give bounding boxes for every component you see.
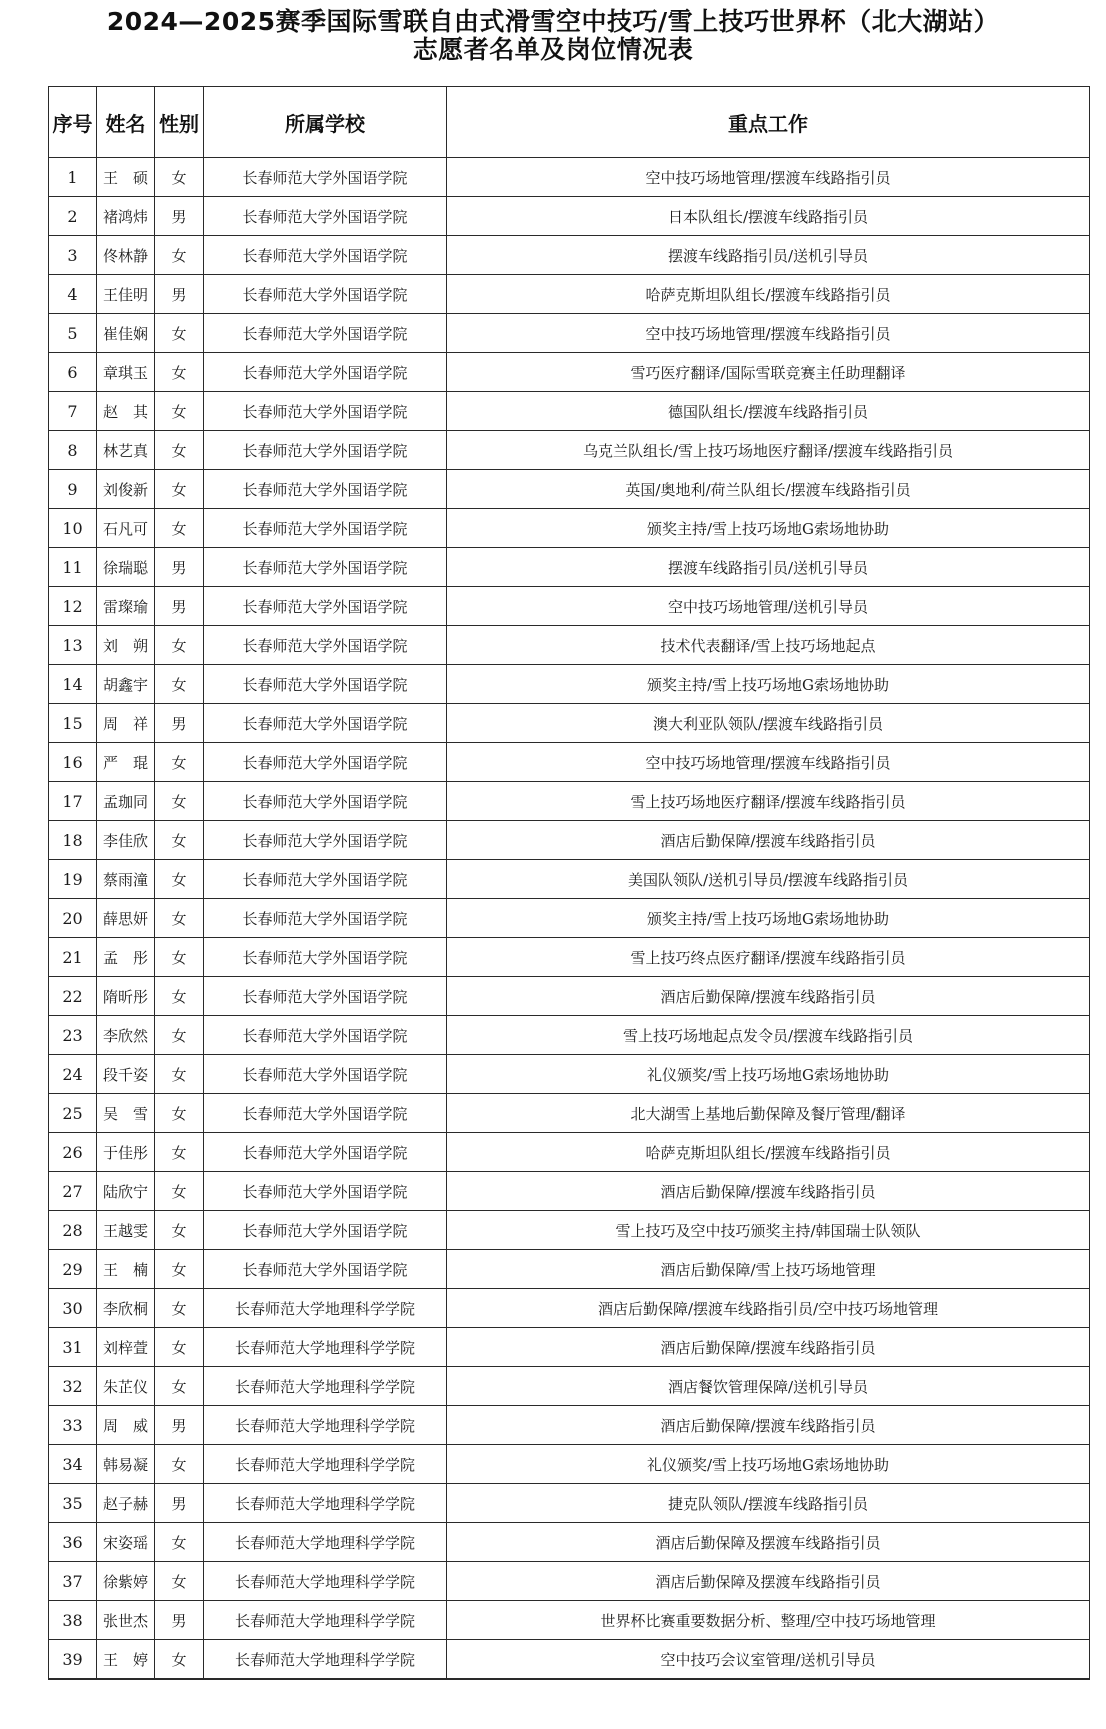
volunteer-gender: 女 [155, 1211, 204, 1250]
volunteer-school: 长春师范大学外国语学院 [204, 197, 447, 236]
table-row [49, 509, 1090, 548]
volunteer-gender: 女 [155, 431, 204, 470]
row-number: 34 [49, 1445, 97, 1484]
volunteer-gender: 女 [155, 1367, 204, 1406]
volunteer-gender: 女 [155, 665, 204, 704]
document-title-line1: 2024—2025赛季国际雪联自由式滑雪空中技巧/雪上技巧世界杯（北大湖站） [106, 7, 1000, 36]
volunteer-duty: 雪上技巧及空中技巧颁奖主持/韩国瑞士队领队 [447, 1211, 1090, 1250]
volunteer-duty: 酒店后勤保障/摆渡车线路指引员 [447, 1172, 1090, 1211]
volunteer-duty: 日本队组长/摆渡车线路指引员 [447, 197, 1090, 236]
row-number: 22 [49, 977, 97, 1016]
volunteer-school: 长春师范大学外国语学院 [204, 626, 447, 665]
table-header-row [49, 87, 1090, 158]
volunteer-name: 佟林静 [97, 236, 155, 275]
volunteer-duty: 摆渡车线路指引员/送机引导员 [447, 548, 1090, 587]
volunteer-duty: 空中技巧场地管理/摆渡车线路指引员 [447, 158, 1090, 197]
volunteer-gender: 女 [155, 509, 204, 548]
table-row [49, 626, 1090, 665]
row-number: 8 [49, 431, 97, 470]
volunteer-duty: 英国/奥地利/荷兰队组长/摆渡车线路指引员 [447, 470, 1090, 509]
volunteer-duty: 酒店后勤保障/摆渡车线路指引员/空中技巧场地管理 [447, 1289, 1090, 1328]
table-row [49, 1133, 1090, 1172]
table-row [49, 353, 1090, 392]
table-row [49, 1640, 1090, 1680]
volunteer-gender: 女 [155, 236, 204, 275]
volunteer-school: 长春师范大学外国语学院 [204, 821, 447, 860]
volunteer-duty: 北大湖雪上基地后勤保障及餐厅管理/翻译 [447, 1094, 1090, 1133]
volunteer-gender: 女 [155, 1445, 204, 1484]
volunteer-gender: 女 [155, 743, 204, 782]
volunteer-school: 长春师范大学外国语学院 [204, 236, 447, 275]
volunteer-name: 段千姿 [97, 1055, 155, 1094]
volunteer-school: 长春师范大学地理科学学院 [204, 1601, 447, 1640]
volunteer-school: 长春师范大学外国语学院 [204, 548, 447, 587]
volunteer-gender: 男 [155, 197, 204, 236]
header-gender: 性别 [155, 87, 204, 158]
volunteer-gender: 女 [155, 1172, 204, 1211]
volunteer-gender: 女 [155, 860, 204, 899]
row-number: 31 [49, 1328, 97, 1367]
volunteer-gender: 女 [155, 899, 204, 938]
table-row [49, 158, 1090, 197]
volunteer-duty: 哈萨克斯坦队组长/摆渡车线路指引员 [447, 1133, 1090, 1172]
volunteer-gender: 男 [155, 1601, 204, 1640]
volunteer-name: 王佳明 [97, 275, 155, 314]
table-row [49, 1172, 1090, 1211]
row-number: 15 [49, 704, 97, 743]
volunteer-duty: 德国队组长/摆渡车线路指引员 [447, 392, 1090, 431]
volunteer-gender: 女 [155, 353, 204, 392]
table-row [49, 1484, 1090, 1523]
row-number: 26 [49, 1133, 97, 1172]
row-number: 19 [49, 860, 97, 899]
volunteer-gender: 男 [155, 587, 204, 626]
row-number: 6 [49, 353, 97, 392]
volunteer-duty: 颁奖主持/雪上技巧场地G索场地协助 [447, 509, 1090, 548]
volunteer-school: 长春师范大学外国语学院 [204, 1211, 447, 1250]
row-number: 29 [49, 1250, 97, 1289]
volunteer-gender: 女 [155, 1289, 204, 1328]
table-row [49, 1562, 1090, 1601]
volunteer-school: 长春师范大学外国语学院 [204, 392, 447, 431]
table-row [49, 704, 1090, 743]
volunteer-school: 长春师范大学地理科学学院 [204, 1289, 447, 1328]
volunteer-gender: 男 [155, 704, 204, 743]
volunteer-school: 长春师范大学地理科学学院 [204, 1640, 447, 1680]
volunteer-school: 长春师范大学外国语学院 [204, 977, 447, 1016]
volunteer-gender: 女 [155, 1055, 204, 1094]
row-number: 14 [49, 665, 97, 704]
volunteer-school: 长春师范大学外国语学院 [204, 1250, 447, 1289]
volunteer-name: 石凡可 [97, 509, 155, 548]
volunteer-school: 长春师范大学外国语学院 [204, 353, 447, 392]
table-row [49, 1289, 1090, 1328]
row-number: 30 [49, 1289, 97, 1328]
row-number: 20 [49, 899, 97, 938]
volunteer-name: 刘梓萱 [97, 1328, 155, 1367]
volunteer-gender: 女 [155, 1523, 204, 1562]
volunteer-school: 长春师范大学外国语学院 [204, 275, 447, 314]
table-row [49, 1250, 1090, 1289]
volunteer-duty: 礼仪颁奖/雪上技巧场地G索场地协助 [447, 1055, 1090, 1094]
volunteer-name: 孟 彤 [97, 938, 155, 977]
volunteer-school: 长春师范大学外国语学院 [204, 782, 447, 821]
row-number: 38 [49, 1601, 97, 1640]
volunteer-name: 林艺真 [97, 431, 155, 470]
volunteer-gender: 女 [155, 314, 204, 353]
volunteer-school: 长春师范大学地理科学学院 [204, 1523, 447, 1562]
volunteer-duty: 酒店后勤保障及摆渡车线路指引员 [447, 1562, 1090, 1601]
volunteer-duty: 酒店后勤保障/雪上技巧场地管理 [447, 1250, 1090, 1289]
volunteer-name: 韩易凝 [97, 1445, 155, 1484]
volunteer-school: 长春师范大学外国语学院 [204, 1016, 447, 1055]
volunteer-name: 李欣然 [97, 1016, 155, 1055]
volunteer-name: 周 威 [97, 1406, 155, 1445]
volunteer-gender: 男 [155, 548, 204, 587]
volunteer-name: 赵 其 [97, 392, 155, 431]
volunteer-duty: 空中技巧会议室管理/送机引导员 [447, 1640, 1090, 1680]
row-number: 4 [49, 275, 97, 314]
volunteer-duty: 世界杯比赛重要数据分析、整理/空中技巧场地管理 [447, 1601, 1090, 1640]
row-number: 25 [49, 1094, 97, 1133]
volunteer-school: 长春师范大学外国语学院 [204, 431, 447, 470]
volunteer-name: 徐紫婷 [97, 1562, 155, 1601]
table-row [49, 1406, 1090, 1445]
volunteer-gender: 女 [155, 1133, 204, 1172]
volunteer-duty: 哈萨克斯坦队组长/摆渡车线路指引员 [447, 275, 1090, 314]
volunteer-school: 长春师范大学外国语学院 [204, 743, 447, 782]
volunteer-name: 严 琨 [97, 743, 155, 782]
row-number: 9 [49, 470, 97, 509]
row-number: 13 [49, 626, 97, 665]
row-number: 35 [49, 1484, 97, 1523]
table-row [49, 821, 1090, 860]
volunteer-name: 陆欣宁 [97, 1172, 155, 1211]
table-row [49, 1601, 1090, 1640]
table-row [49, 1016, 1090, 1055]
volunteer-duty: 雪上技巧场地医疗翻译/摆渡车线路指引员 [447, 782, 1090, 821]
header-no: 序号 [49, 87, 97, 158]
volunteer-school: 长春师范大学外国语学院 [204, 1172, 447, 1211]
volunteer-school: 长春师范大学地理科学学院 [204, 1562, 447, 1601]
volunteer-gender: 女 [155, 1250, 204, 1289]
row-number: 21 [49, 938, 97, 977]
document-title-line2: 志愿者名单及岗位情况表 [412, 35, 694, 64]
volunteer-gender: 女 [155, 1094, 204, 1133]
table-row [49, 1523, 1090, 1562]
volunteer-school: 长春师范大学外国语学院 [204, 587, 447, 626]
volunteer-gender: 女 [155, 938, 204, 977]
volunteer-name: 张世杰 [97, 1601, 155, 1640]
volunteer-gender: 男 [155, 275, 204, 314]
volunteer-school: 长春师范大学地理科学学院 [204, 1445, 447, 1484]
table-row [49, 1328, 1090, 1367]
row-number: 11 [49, 548, 97, 587]
volunteer-name: 王越雯 [97, 1211, 155, 1250]
volunteer-name: 王 楠 [97, 1250, 155, 1289]
volunteer-name: 雷璨瑜 [97, 587, 155, 626]
volunteer-name: 朱芷仪 [97, 1367, 155, 1406]
volunteer-school: 长春师范大学外国语学院 [204, 665, 447, 704]
volunteer-name: 胡鑫宇 [97, 665, 155, 704]
volunteer-gender: 女 [155, 782, 204, 821]
table-row [49, 665, 1090, 704]
volunteer-gender: 女 [155, 1562, 204, 1601]
row-number: 33 [49, 1406, 97, 1445]
volunteer-duty: 颁奖主持/雪上技巧场地G索场地协助 [447, 665, 1090, 704]
table-row [49, 470, 1090, 509]
table-row [49, 587, 1090, 626]
volunteer-name: 薛思妍 [97, 899, 155, 938]
volunteer-school: 长春师范大学外国语学院 [204, 314, 447, 353]
volunteer-duty: 酒店后勤保障及摆渡车线路指引员 [447, 1523, 1090, 1562]
table-row [49, 1445, 1090, 1484]
volunteer-gender: 男 [155, 1484, 204, 1523]
volunteer-school: 长春师范大学外国语学院 [204, 938, 447, 977]
volunteer-gender: 女 [155, 821, 204, 860]
volunteer-name: 刘 朔 [97, 626, 155, 665]
volunteer-duty: 空中技巧场地管理/送机引导员 [447, 587, 1090, 626]
table-row [49, 743, 1090, 782]
volunteer-name: 吴 雪 [97, 1094, 155, 1133]
header-duty: 重点工作 [447, 87, 1090, 158]
table-row [49, 548, 1090, 587]
volunteer-name: 周 祥 [97, 704, 155, 743]
volunteer-name: 蔡雨潼 [97, 860, 155, 899]
volunteer-gender: 女 [155, 470, 204, 509]
volunteer-duty: 技术代表翻译/雪上技巧场地起点 [447, 626, 1090, 665]
row-number: 3 [49, 236, 97, 275]
volunteer-school: 长春师范大学外国语学院 [204, 860, 447, 899]
row-number: 10 [49, 509, 97, 548]
volunteer-name: 宋姿瑶 [97, 1523, 155, 1562]
table-row [49, 1055, 1090, 1094]
volunteer-gender: 女 [155, 626, 204, 665]
row-number: 24 [49, 1055, 97, 1094]
volunteer-duty: 酒店后勤保障/摆渡车线路指引员 [447, 821, 1090, 860]
volunteer-duty: 空中技巧场地管理/摆渡车线路指引员 [447, 314, 1090, 353]
volunteer-duty: 酒店后勤保障/摆渡车线路指引员 [447, 1328, 1090, 1367]
row-number: 17 [49, 782, 97, 821]
volunteer-duty: 乌克兰队组长/雪上技巧场地医疗翻译/摆渡车线路指引员 [447, 431, 1090, 470]
row-number: 5 [49, 314, 97, 353]
volunteer-name: 王 硕 [97, 158, 155, 197]
table-row [49, 860, 1090, 899]
volunteer-duty: 摆渡车线路指引员/送机引导员 [447, 236, 1090, 275]
volunteer-school: 长春师范大学外国语学院 [204, 1133, 447, 1172]
volunteer-duty: 颁奖主持/雪上技巧场地G索场地协助 [447, 899, 1090, 938]
row-number: 23 [49, 1016, 97, 1055]
volunteer-duty: 礼仪颁奖/雪上技巧场地G索场地协助 [447, 1445, 1090, 1484]
volunteer-gender: 女 [155, 158, 204, 197]
volunteer-school: 长春师范大学外国语学院 [204, 1055, 447, 1094]
volunteer-name: 章琪玉 [97, 353, 155, 392]
table-row [49, 1211, 1090, 1250]
row-number: 27 [49, 1172, 97, 1211]
volunteer-gender: 女 [155, 1640, 204, 1680]
volunteer-duty: 酒店后勤保障/摆渡车线路指引员 [447, 977, 1090, 1016]
volunteer-name: 徐瑞聪 [97, 548, 155, 587]
volunteer-name: 王 婷 [97, 1640, 155, 1680]
table-row [49, 197, 1090, 236]
volunteer-duty: 雪上技巧场地起点发令员/摆渡车线路指引员 [447, 1016, 1090, 1055]
table-row [49, 899, 1090, 938]
volunteer-name: 隋昕彤 [97, 977, 155, 1016]
volunteer-school: 长春师范大学地理科学学院 [204, 1406, 447, 1445]
volunteer-gender: 男 [155, 1406, 204, 1445]
volunteer-name: 李欣桐 [97, 1289, 155, 1328]
row-number: 37 [49, 1562, 97, 1601]
volunteer-gender: 女 [155, 977, 204, 1016]
volunteer-duty: 捷克队领队/摆渡车线路指引员 [447, 1484, 1090, 1523]
row-number: 18 [49, 821, 97, 860]
row-number: 1 [49, 158, 97, 197]
volunteer-school: 长春师范大学地理科学学院 [204, 1484, 447, 1523]
table-row [49, 977, 1090, 1016]
table-row [49, 314, 1090, 353]
volunteer-duty: 美国队领队/送机引导员/摆渡车线路指引员 [447, 860, 1090, 899]
volunteer-table [48, 86, 1090, 1680]
volunteer-school: 长春师范大学地理科学学院 [204, 1367, 447, 1406]
volunteer-gender: 女 [155, 1016, 204, 1055]
volunteer-name: 刘俊新 [97, 470, 155, 509]
volunteer-name: 李佳欣 [97, 821, 155, 860]
table-row [49, 1367, 1090, 1406]
row-number: 2 [49, 197, 97, 236]
volunteer-duty: 酒店后勤保障/摆渡车线路指引员 [447, 1406, 1090, 1445]
volunteer-name: 孟珈同 [97, 782, 155, 821]
row-number: 7 [49, 392, 97, 431]
volunteer-name: 褚鸿炜 [97, 197, 155, 236]
row-number: 39 [49, 1640, 97, 1680]
volunteer-school: 长春师范大学地理科学学院 [204, 1328, 447, 1367]
volunteer-duty: 雪上技巧终点医疗翻译/摆渡车线路指引员 [447, 938, 1090, 977]
row-number: 32 [49, 1367, 97, 1406]
volunteer-duty: 酒店餐饮管理保障/送机引导员 [447, 1367, 1090, 1406]
volunteer-school: 长春师范大学外国语学院 [204, 158, 447, 197]
volunteer-duty: 空中技巧场地管理/摆渡车线路指引员 [447, 743, 1090, 782]
table-row [49, 782, 1090, 821]
volunteer-gender: 女 [155, 1328, 204, 1367]
table-row [49, 938, 1090, 977]
header-name: 姓名 [97, 87, 155, 158]
row-number: 36 [49, 1523, 97, 1562]
volunteer-name: 崔佳娴 [97, 314, 155, 353]
volunteer-name: 于佳彤 [97, 1133, 155, 1172]
table-row [49, 392, 1090, 431]
volunteer-school: 长春师范大学外国语学院 [204, 899, 447, 938]
volunteer-school: 长春师范大学外国语学院 [204, 1094, 447, 1133]
row-number: 28 [49, 1211, 97, 1250]
volunteer-school: 长春师范大学外国语学院 [204, 509, 447, 548]
row-number: 12 [49, 587, 97, 626]
header-school: 所属学校 [204, 87, 447, 158]
volunteer-duty: 雪巧医疗翻译/国际雪联竞赛主任助理翻译 [447, 353, 1090, 392]
table-row [49, 1094, 1090, 1133]
row-number: 16 [49, 743, 97, 782]
volunteer-school: 长春师范大学外国语学院 [204, 704, 447, 743]
table-row [49, 236, 1090, 275]
volunteer-name: 赵子赫 [97, 1484, 155, 1523]
volunteer-duty: 澳大利亚队领队/摆渡车线路指引员 [447, 704, 1090, 743]
volunteer-school: 长春师范大学外国语学院 [204, 470, 447, 509]
volunteer-gender: 女 [155, 392, 204, 431]
table-row [49, 431, 1090, 470]
table-row [49, 275, 1090, 314]
